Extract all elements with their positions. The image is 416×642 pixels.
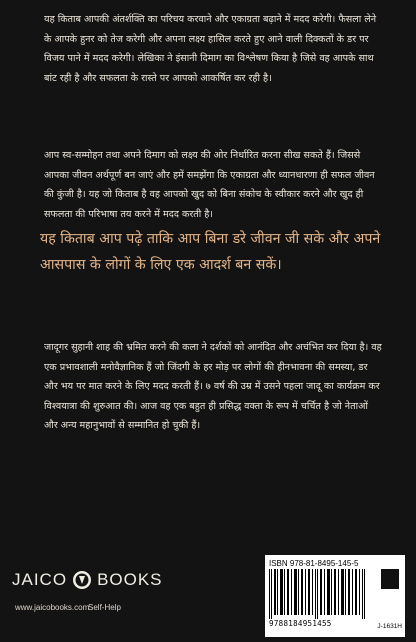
isbn-text: ISBN 978-81-8495-145-5 (269, 559, 359, 568)
callout-quote: यह किताब आप पढ़े ताकि आप बिना डरे जीवन जी सके और अपने आसपास के लोगों के लिए एक आदर्श बन सकें। (40, 231, 381, 273)
publisher-emblem-icon (72, 570, 92, 590)
barcode-icon (269, 569, 379, 619)
paragraph-author-bio: जादूगर सुहानी शाह की भ्रमित करने की कला ने दर्शकों को आनंदित और अचंभित कर दिया है। वह एक प्रभावशाली मनोवैज्ञानिक हैं जो जिंदगी के हर मोड़ पर लोगों की हीनभावना की समस्या, डर और भय पर मात करने के लिए मदद करती हैं। ७ वर्ष की उम्र में उसने पहला जादू का कार्यक्रम कर विश्वयात्रा की शुरुआत की। आज वह एक बहुत ही प्रसिद्ध वक्ता के रूप में चर्चित है जो नेताओं और अन्य महानुभावों से सम्मानित हो चुकी हैं। (44, 342, 382, 431)
publisher-logo (12, 566, 182, 594)
paragraph-intro: यह किताब आपकी अंतर्शक्ति का परिचय करवाने और एकाग्रता बढ़ाने में मदद करेगी। फैसला लेने के आपके हुनर को तेज करेगी और अपना लक्ष्य हासिल करते हुए आने वाली दिक्कतों के डर पर विजय पाने में मदद करेगी। लेखिका ने इंसानी दिमाग का विश्लेषण किया है जिसे वह आपके साथ बांट रही है और सफलता के रास्ते पर आपको आकर्षित कर रही है। (44, 14, 377, 84)
paragraph-benefits: आप स्व-सम्मोहन तथा अपने दिमाग को लक्ष्य की ओर निर्धारित करना सीख सकते हैं। जिससे आपका जीवन अर्थपूर्ण बन जाएं और हमें समझेंगा कि एकाग्रता और ध्यानधारणा ही सफल जीवन की कुंजी है। यह जो किताब है वह आपको खुद को बिना संकोच के स्वीकार करने और खुद ही सफलता की परिभाषा तय करने में मदद करती है। (44, 150, 375, 220)
publisher-name-left: JAICO (12, 570, 68, 589)
barcode-number: 9788184951455 (269, 619, 332, 628)
genre-label: Self-Help (88, 603, 121, 612)
jaico-mark-icon (381, 569, 399, 589)
publisher-name-right: BOOKS (97, 570, 163, 589)
website-url: www.jaicobooks.com (15, 603, 90, 612)
barcode-panel (265, 555, 405, 637)
catalog-code: J-1631H (377, 623, 402, 630)
